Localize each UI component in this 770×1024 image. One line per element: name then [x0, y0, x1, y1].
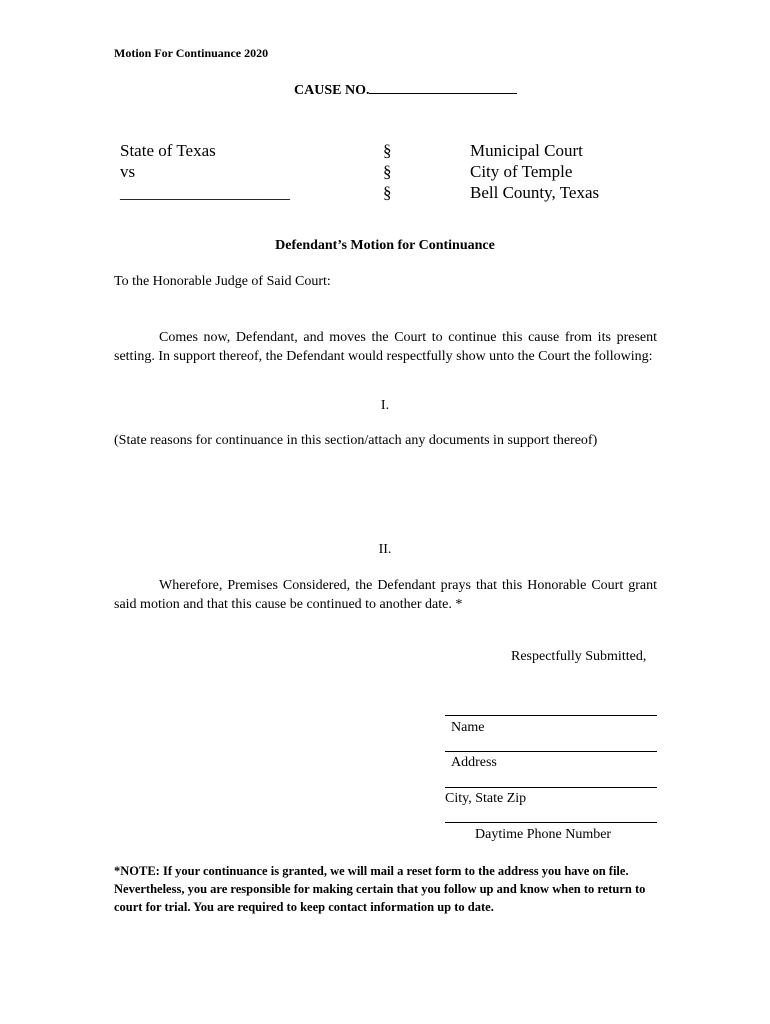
caption-versus: vs — [120, 162, 136, 181]
motion-title: Defendant’s Motion for Continuance — [275, 238, 495, 253]
address-line — [445, 751, 657, 752]
caption-court — [470, 140, 599, 203]
motion-paragraph-1: Comes now, Defendant, and moves the Court to continue this cause from its present setting. In support thereof, the Defendant would respectfully show unto the Court the following: — [114, 330, 657, 364]
name-label: Name — [451, 720, 485, 735]
daytime-phone-label: Daytime Phone Number — [475, 827, 612, 842]
continuance-note: *NOTE: If your continuance is granted, we will mail a reset form to the address you have on file. Nevertheless, you are responsible for making certain that you follow up and know when to return to court for trial. You are required to keep contact information up to date. — [114, 864, 646, 914]
signature-line — [445, 715, 657, 716]
section-number-2: II. — [378, 542, 392, 557]
court-county: Bell County, Texas — [470, 183, 600, 202]
court-city: City of Temple — [470, 162, 573, 181]
salutation: To the Honorable Judge of Said Court: — [114, 274, 331, 289]
motion-paragraph-2: Wherefore, Premises Considered, the Defendant prays that this Honorable Court grant said motion and that this cause be continued to another date. * — [114, 578, 657, 612]
cause-number-blank — [369, 81, 517, 94]
cause-number — [294, 81, 517, 99]
section-number-1: I. — [380, 398, 390, 413]
caption-plaintiff: State of Texas — [120, 141, 216, 160]
caption-section-symbols — [383, 140, 392, 203]
city-state-zip-label: City, State Zip — [445, 791, 527, 806]
address-label: Address — [451, 755, 497, 770]
section-symbol: § — [383, 183, 392, 202]
section-symbol: § — [383, 141, 392, 160]
section-symbol: § — [383, 162, 392, 181]
reasons-instructions: (State reasons for continuance in this section/attach any documents in support thereof) — [114, 433, 598, 448]
cause-number-label: CAUSE NO. — [294, 83, 370, 98]
caption-defendant-blank: ____________________ — [120, 183, 290, 202]
caption-parties — [120, 140, 290, 203]
closing-respectfully-submitted: Respectfully Submitted, — [511, 649, 647, 664]
city-state-zip-line — [445, 787, 657, 788]
document-header-title: Motion For Continuance 2020 — [114, 46, 269, 60]
phone-line — [445, 822, 657, 823]
court-name: Municipal Court — [470, 141, 583, 160]
